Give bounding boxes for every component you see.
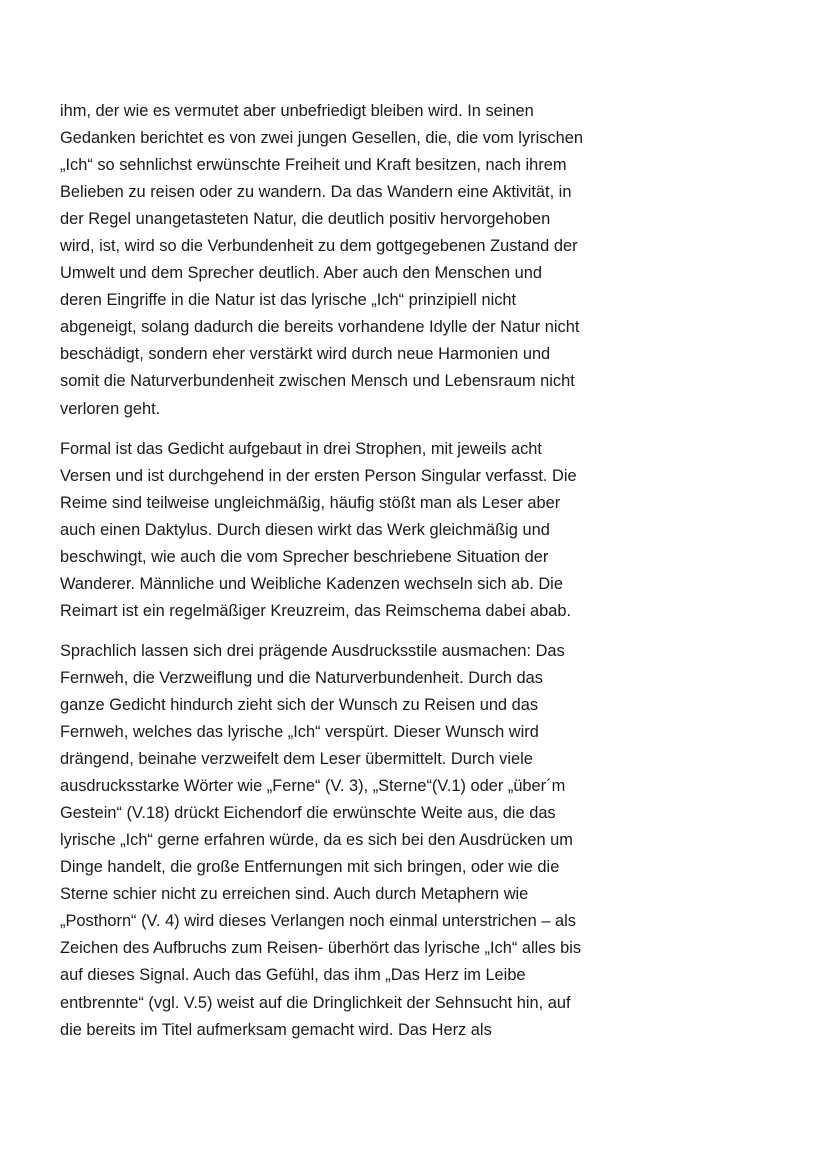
text-line: entbrennte“ (vgl. V.5) weist auf die Dringlichkeit der Sehnsucht hin, auf: [60, 993, 571, 1012]
text-line: Zeichen des Aufbruchs zum Reisen- überhört das lyrische „Ich“ alles bis: [60, 939, 582, 958]
text-line: Versen und ist durchgehend in der ersten Person Singular verfasst. Die: [60, 466, 577, 485]
text-line: Gestein“ (V.18) drückt Eichendorf die erwünschte Weite aus, die das: [60, 804, 556, 823]
text-line: verloren geht.: [60, 399, 161, 418]
text-line: Formal ist das Gedicht aufgebaut in drei Strophen, mit jeweils acht: [60, 439, 542, 458]
text-line: Umwelt und dem Sprecher deutlich. Aber auch den Menschen und: [60, 264, 542, 283]
text-line: somit die Naturverbundenheit zwischen Mensch und Lebensraum nicht: [60, 372, 575, 391]
paragraph-2: [60, 436, 760, 625]
text-line: Reimart ist ein regelmäßiger Kreuzreim, das Reimschema dabei abab.: [60, 601, 572, 620]
text-line: die bereits im Titel aufmerksam gemacht wird. Das Herz als: [60, 1020, 492, 1039]
text-line: „Posthorn“ (V. 4) wird dieses Verlangen noch einmal unterstrichen – als: [60, 912, 576, 931]
text-line: Sprachlich lassen sich drei prägende Ausdrucksstile ausmachen: Das: [60, 641, 565, 660]
text-line: Reime sind teilweise ungleichmäßig, häufig stößt man als Leser aber: [60, 493, 561, 512]
text-line: lyrische „Ich“ gerne erfahren würde, da es sich bei den Ausdrücken um: [60, 831, 573, 850]
text-line: beschwingt, wie auch die vom Sprecher beschriebene Situation der: [60, 547, 549, 566]
text-line: Belieben zu reisen oder zu wandern. Da das Wandern eine Aktivität, in: [60, 183, 572, 202]
text-line: deren Eingriffe in die Natur ist das lyrische „Ich“ prinzipiell nicht: [60, 291, 517, 310]
text-line: auf dieses Signal. Auch das Gefühl, das ihm „Das Herz im Leibe: [60, 966, 526, 985]
text-line: auch einen Daktylus. Durch diesen wirkt das Werk gleichmäßig und: [60, 520, 550, 539]
text-line: Wanderer. Männliche und Weibliche Kadenzen wechseln sich ab. Die: [60, 574, 563, 593]
text-line: „Ich“ so sehnlichst erwünschte Freiheit und Kraft besitzen, nach ihrem: [60, 156, 567, 175]
text-line: Sterne schier nicht zu erreichen sind. Auch durch Metaphern wie: [60, 885, 529, 904]
text-line: Fernweh, die Verzweiflung und die Naturverbundenheit. Durch das: [60, 668, 543, 687]
text-line: wird, ist, wird so die Verbundenheit zu dem gottgegebenen Zustand der: [60, 237, 578, 256]
paragraph-3: [60, 638, 760, 1044]
text-line: abgeneigt, solang dadurch die bereits vorhandene Idylle der Natur nicht: [60, 318, 580, 337]
text-line: Dinge handelt, die große Entfernungen mit sich bringen, oder wie die: [60, 858, 560, 877]
text-line: beschädigt, sondern eher verstärkt wird durch neue Harmonien und: [60, 345, 551, 364]
text-line: Gedanken berichtet es von zwei jungen Gesellen, die, die vom lyrischen: [60, 129, 583, 148]
text-line: der Regel unangetasteten Natur, die deutlich positiv hervorgehoben: [60, 210, 551, 229]
text-line: Fernweh, welches das lyrische „Ich“ verspürt. Dieser Wunsch wird: [60, 723, 539, 742]
paragraph-1: [60, 98, 760, 423]
text-line: ganze Gedicht hindurch zieht sich der Wunsch zu Reisen und das: [60, 695, 539, 714]
text-line: drängend, beinahe verzweifelt dem Leser übermittelt. Durch viele: [60, 750, 533, 769]
text-line: ihm, der wie es vermutet aber unbefriedigt bleiben wird. In seinen: [60, 102, 534, 120]
text-line: ausdrucksstarke Wörter wie „Ferne“ (V. 3), „Sterne“(V.1) oder „über´m: [60, 777, 566, 796]
document-body: [60, 98, 760, 1057]
